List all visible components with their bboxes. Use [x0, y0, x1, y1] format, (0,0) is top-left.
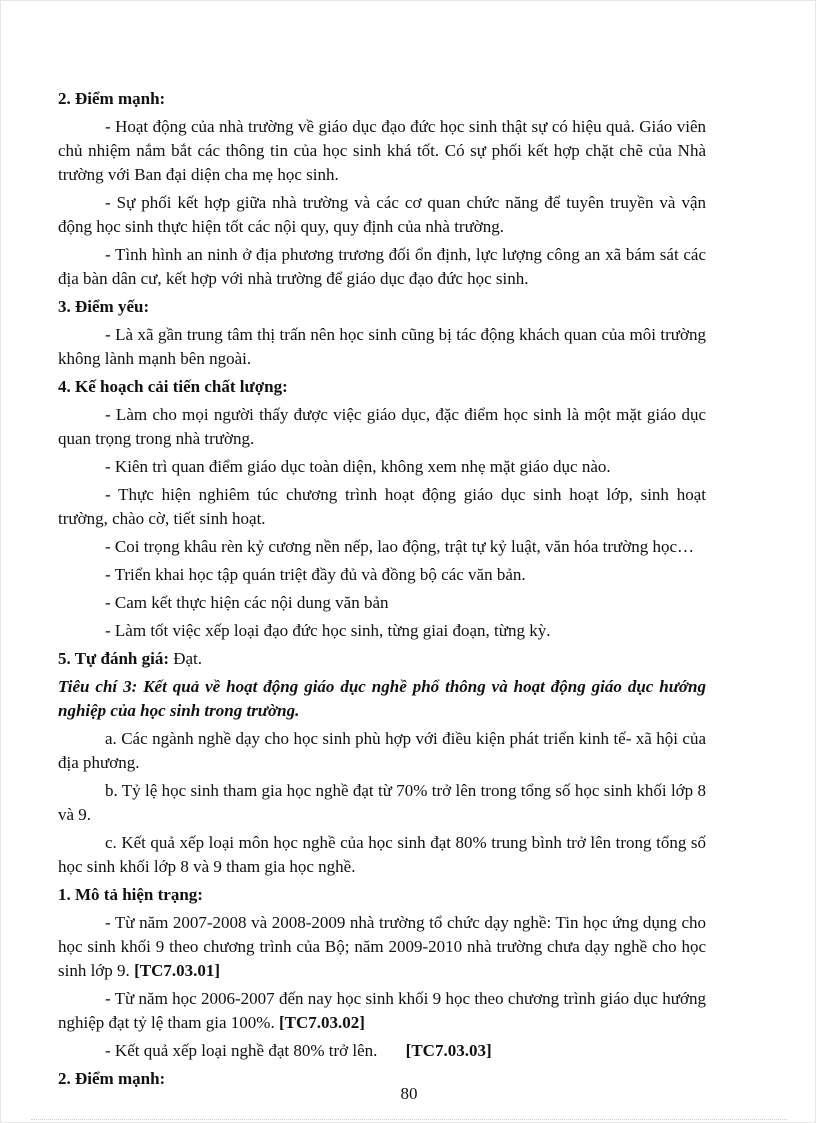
page-number: 80: [400, 1084, 418, 1103]
page-content: [58, 87, 706, 1095]
status-item-text: - Từ năm 2007-2008 và 2008-2009 nhà trường tổ chức dạy nghề: Tin học ứng dụng cho học sinh khối 9 theo chương trình của Bộ; năm 2009-2010 nhà trường chưa dạy nghề cho học sinh lớp 9.: [58, 913, 706, 980]
status-item-text: - Kết quả xếp loại nghề đạt 80% trở lên.: [105, 1041, 378, 1060]
paragraph: - Làm cho mọi người thấy được việc giáo dục, đặc điểm học sinh là một mặt giáo dục quan trọng trong nhà trường.: [58, 405, 706, 448]
footer-divider: [31, 1119, 787, 1120]
self-assessment-value: Đạt.: [173, 649, 203, 668]
paragraph: - Hoạt động của nhà trường về giáo dục đạo đức học sinh thật sự có hiệu quả. Giáo viên chủ nhiệm nắm bắt các thông tin của học sinh khá tốt. Có sự phối kết hợp chặt chẽ của Nhà trường với Ban đại diện cha mẹ học sinh.: [58, 117, 706, 184]
criterion-item: c. Kết quả xếp loại môn học nghề của học sinh đạt 80% trung bình trở lên trong tổng số học sinh khối lớp 8 và 9 tham gia học nghề.: [58, 833, 706, 876]
status-item: [58, 987, 706, 1035]
section-heading-improvement-plan: 4. Kế hoạch cải tiến chất lượng:: [58, 377, 288, 396]
section-heading-weaknesses: 3. Điểm yếu:: [58, 297, 150, 316]
section-heading-strengths-2: 2. Điểm mạnh:: [58, 1069, 166, 1088]
criterion-title: Tiêu chí 3: Kết quả về hoạt động giáo dục nghề phổ thông và hoạt động giáo dục hướng nghiệp của học sinh trong trường.: [58, 677, 706, 720]
section-heading-strengths: 2. Điểm mạnh:: [58, 89, 166, 108]
paragraph: - Là xã gần trung tâm thị trấn nên học sinh cũng bị tác động khách quan của môi trường không lành mạnh bên ngoài.: [58, 325, 706, 368]
evidence-reference: [TC7.03.02]: [278, 1013, 365, 1032]
paragraph: - Tình hình an ninh ở địa phương trương đối ổn định, lực lượng công an xã bám sát các địa bàn dân cư, kết hợp với nhà trường để giáo dục đạo đức học sinh.: [58, 245, 706, 288]
paragraph: - Thực hiện nghiêm túc chương trình hoạt động giáo dục sinh hoạt lớp, sinh hoạt trường, chào cờ, tiết sinh hoạt.: [58, 485, 706, 528]
status-item: [58, 911, 706, 983]
status-item: [58, 1039, 706, 1063]
self-assessment-label: 5. Tự đánh giá:: [58, 649, 169, 668]
paragraph: - Làm tốt việc xếp loại đạo đức học sinh, từng giai đoạn, từng kỳ.: [105, 621, 551, 640]
criterion-item: a. Các ngành nghề dạy cho học sinh phù hợp với điều kiện phát triển kinh tế- xã hội của địa phương.: [58, 729, 706, 772]
self-assessment: [58, 647, 706, 671]
paragraph: - Coi trọng khâu rèn kỷ cương nền nếp, lao động, trật tự kỷ luật, văn hóa trường học…: [105, 537, 695, 556]
paragraph: - Sự phối kết hợp giữa nhà trường và các cơ quan chức năng để tuyên truyền và vận động học sinh thực hiện tốt các nội quy, quy định của nhà trường.: [58, 193, 706, 236]
paragraph: - Triển khai học tập quán triệt đầy đủ và đồng bộ các văn bản.: [105, 565, 526, 584]
section-heading-current-status: 1. Mô tả hiện trạng:: [58, 885, 203, 904]
paragraph: - Kiên trì quan điểm giáo dục toàn diện, không xem nhẹ mặt giáo dục nào.: [105, 457, 611, 476]
evidence-reference: [TC7.03.01]: [134, 961, 221, 980]
evidence-reference: [TC7.03.03]: [405, 1041, 492, 1060]
paragraph: - Cam kết thực hiện các nội dung văn bản: [105, 593, 389, 612]
status-item-text: - Từ năm học 2006-2007 đến nay học sinh khối 9 học theo chương trình giáo dục hướng nghiệp đạt tỷ lệ tham gia 100%.: [58, 989, 706, 1032]
criterion-item: b. Tỷ lệ học sinh tham gia học nghề đạt từ 70% trở lên trong tổng số học sinh khối lớp 8 và 9.: [58, 781, 706, 824]
